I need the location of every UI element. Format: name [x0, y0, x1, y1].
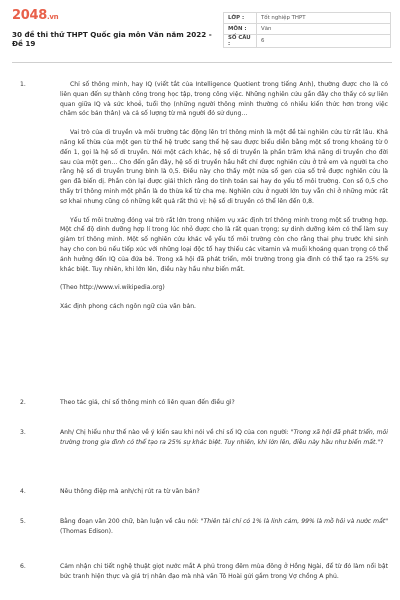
prompt-text: ?	[380, 438, 384, 446]
passage-source: (Theo http://www.vi.wikipedia.org)	[60, 284, 165, 292]
question-number: 4.	[20, 488, 26, 495]
question-prompt	[60, 428, 388, 448]
passage-paragraph: Yếu tố môi trường đóng vai trò rất lớn trong nhiệm vụ xác định trí thông minh trong một số trường hợp. Một chế độ dinh dưỡng hợp lí trong lúc nhỏ được cho là rất quan trọng; sự dinh dưỡng kém có thể làm suy giảm trí thông minh. Một số nghiên cứu khác về yếu tố môi trường còn cho rằng thai phụ trước khi sinh hay cho con bú nếu tiếp xúc với những loại độc tố hay thiếu các vitamin và muối khoáng quan trọng có thể ảnh hưởng đến IQ của đứa bé. Trong xã hội đã phát triển, môi trường trong gia đình có thể tạo ra 25% sự khác biệt. Tuy nhiên, khi lớn lên, điều này hầu như biến mất.	[60, 216, 388, 273]
question-prompt: Xác định phong cách ngôn ngữ của văn bản.	[60, 303, 196, 311]
meta-row-class	[224, 13, 391, 24]
meta-label: MÔN :	[224, 24, 257, 35]
header-divider	[12, 62, 392, 63]
question-body	[60, 80, 388, 312]
passage-paragraph: Chỉ số thông minh, hay IQ (viết tắt của Intelligence Quotient trong tiếng Anh), thường được cho là có liên quan đến sự thành công trong học tập, trong công việc. Những nghiên cứu gần đây cho thấy có sự liên quan giữa IQ và sức khoẻ, tuổi thọ (những người thông minh thường có nhiều kiến thức hơn trong việc chăm sóc bản thân) và cả số lượng từ mà người đó sử dụng…	[60, 81, 388, 118]
passage-paragraph: Vai trò của di truyền và môi trường tác động lên trí thông minh là một đề tài nghiên cứu từ rất lâu. Khả năng kế thừa của một gen từ thế hệ trước sang thế hệ sau được biểu diễn bằng một số trong khoảng từ 0 đến 1, gọi là hệ số di truyền. Nói một cách khác, hệ số di truyền là phần trăm khả năng di truyền cho đời sau của một gen… Cho đến gần đây, hệ số di truyền hầu hết chỉ được nghiên cứu ở trẻ em và người ta cho rằng hệ số di truyền trung bình là 0,5. Điều này cho thấy một nửa số gen của số trẻ được nghiên cứu là gen đã biến dị. Phần còn lại được giải thích rằng do tính toán sai hay do yếu tố môi trường. Con số 0,5 cho thấy trí thông minh một phần là do thừa kế từ cha mẹ. Nghiên cứu ở người lớn tuy vẫn chỉ ở những mức rất sơ khai nhưng cũng có những kết quả rất thú vị: hệ số di truyền có thể lên đến 0,8.	[60, 129, 388, 205]
prompt-text: Anh/ Chị hiểu như thế nào về ý kiến sau khi nói về chỉ số IQ của con người:	[60, 429, 291, 436]
question-prompt: Cảm nhận chi tiết nghệ thuật giọt nước mắt A phủ trong đêm mùa đông ở Hồng Ngài, để từ đó làm nổi bật bức tranh hiện thực và giá trị nhân đạo mà nhà văn Tô Hoài gửi gắm trong Vợ chồng A phủ.	[60, 563, 388, 580]
question-number: 2.	[20, 399, 26, 406]
question-5	[20, 517, 388, 537]
meta-table	[223, 12, 391, 48]
logo-suffix-text: .vn	[46, 13, 59, 21]
document-title: 30 đề thi thử THPT Quốc gia môn Văn năm 2022 - Đề 19	[12, 30, 212, 48]
prompt-quote: "Thiên tài chỉ có 1% là linh cảm, 99% là mồ hôi và nước mắt"	[200, 518, 388, 525]
question-6	[20, 562, 388, 582]
prompt-text: Bằng đoạn văn 200 chữ, bàn luận về câu nói:	[60, 518, 201, 525]
question-number: 3.	[20, 429, 26, 436]
meta-label: LỚP :	[224, 13, 257, 24]
meta-value: Văn	[257, 24, 391, 35]
meta-label: SỐ CÂU :	[224, 35, 257, 48]
question-number: 6.	[20, 563, 26, 570]
meta-value: Tốt nghiệp THPT	[257, 13, 391, 24]
prompt-quote: "Trong xã hội đã phát triển, môi trường trong gia đình có thể tạo ra 25% sự khác biệt. Tuy nhiên, khi lớn lên, điều này hầu như biến mất."	[60, 429, 388, 446]
site-logo[interactable]	[12, 8, 58, 23]
meta-row-count	[224, 35, 391, 48]
meta-row-subject	[224, 24, 391, 35]
meta-value: 6	[257, 35, 391, 48]
question-prompt: Theo tác giả, chỉ số thông minh có liên quan đến điều gì?	[60, 399, 235, 406]
question-prompt	[60, 517, 388, 537]
question-number: 1.	[20, 81, 26, 88]
logo-main-text: 2048	[12, 8, 47, 23]
question-3	[20, 428, 388, 448]
question-prompt: Nêu thông điệp mà anh/chị rút ra từ văn bản?	[60, 488, 200, 495]
question-4	[20, 487, 388, 497]
prompt-text: (Thomas Edison).	[60, 527, 113, 535]
question-1	[20, 80, 388, 321]
question-number: 5.	[20, 518, 26, 525]
question-2	[20, 398, 388, 408]
